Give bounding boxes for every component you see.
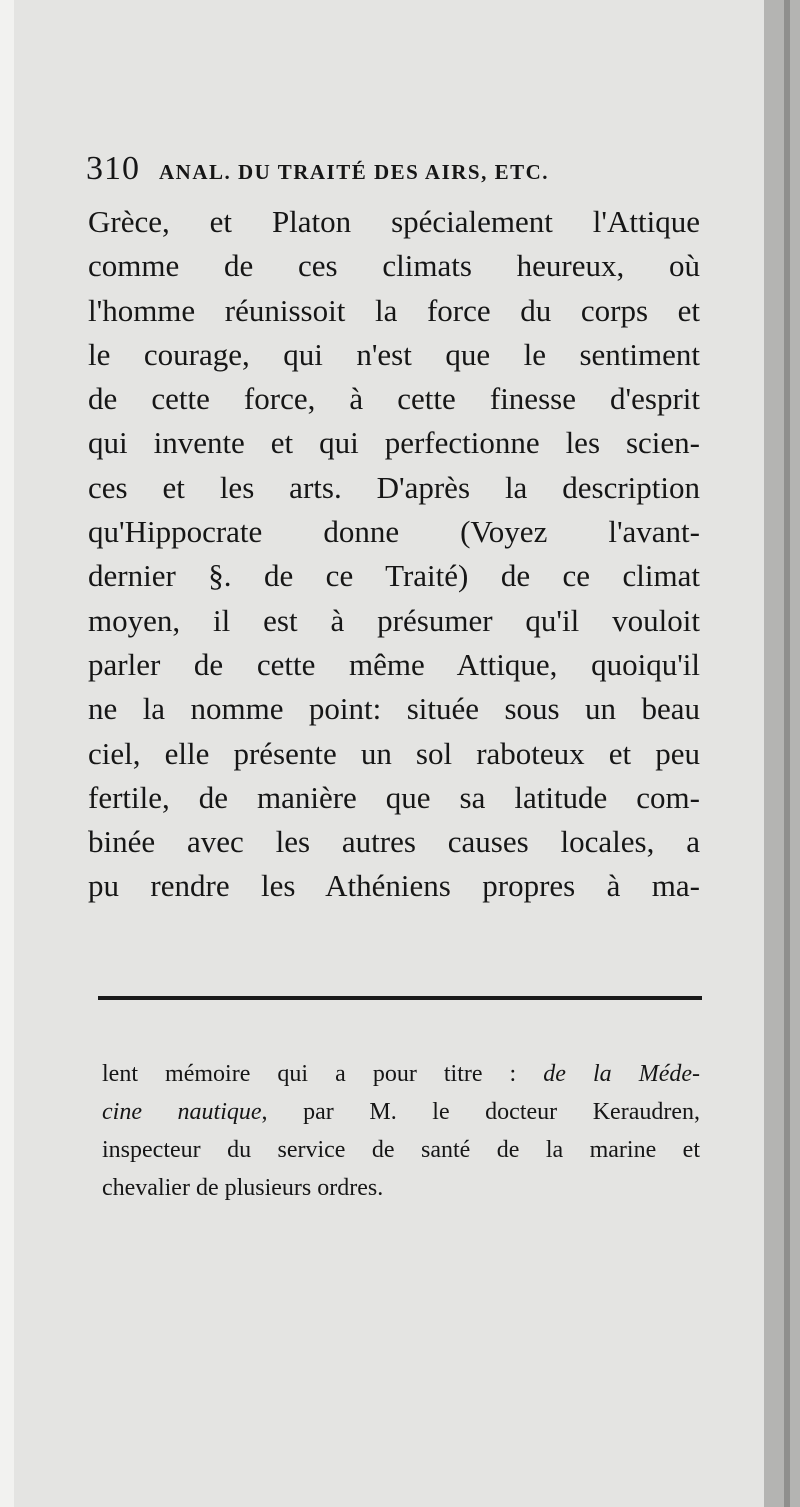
text-line: le courage, qui n'est que le sentiment — [88, 336, 700, 372]
text-line: ciel, elle présente un sol raboteux et peu — [88, 735, 700, 771]
footnote-text: , par M. le docteur Keraudren, — [261, 1099, 700, 1125]
page-number: 310 — [86, 150, 140, 187]
text-line: fertile, de manière que sa latitude com- — [88, 779, 700, 815]
text-line: moyen, il est à présumer qu'il vouloit — [88, 602, 700, 638]
text-line: de cette force, à cette finesse d'esprit — [88, 381, 700, 417]
footnote-text: lent mémoire qui a pour titre : — [102, 1061, 544, 1087]
text-line: parler de cette même Attique, quoiqu'il — [88, 646, 700, 682]
page-gutter-shadow — [764, 0, 800, 1507]
footnote-line: inspecteur du service de santé de la marine et — [102, 1137, 700, 1163]
text-line: binée avec les autres causes locales, a — [88, 824, 700, 860]
text-line: l'homme réunissoit la force du corps et — [88, 292, 700, 328]
footnote — [102, 1055, 700, 1207]
running-title: ANAL. DU TRAITÉ DES AIRS, ETC. — [159, 160, 550, 184]
text-line: ne la nomme point: située sous un beau — [88, 691, 700, 727]
body-text — [88, 200, 700, 909]
footnote-title-italic: de la Méde- — [543, 1061, 701, 1087]
footnote-line — [102, 1055, 700, 1093]
running-head — [86, 150, 549, 188]
text-line: qui invente et qui perfectionne les scien- — [88, 425, 700, 461]
text-line: qu'Hippocrate donne (Voyez l'avant- — [88, 514, 700, 550]
text-line: pu rendre les Athéniens propres à ma- — [88, 868, 700, 904]
text-line: ces et les arts. D'après la description — [88, 469, 700, 505]
footnote-line: chevalier de plusieurs ordres. — [102, 1175, 384, 1201]
footnote-line — [102, 1093, 700, 1131]
footnote-rule — [98, 996, 702, 1000]
text-line: comme de ces climats heureux, où — [88, 248, 700, 284]
page-gutter-line — [784, 0, 790, 1507]
text-line: Grèce, et Platon spécialement l'Attique — [88, 204, 700, 239]
text-line: dernier §. de ce Traité) de ce climat — [88, 558, 700, 594]
page-left-margin — [0, 0, 14, 1507]
footnote-title-italic: cine nautique — [102, 1099, 262, 1125]
